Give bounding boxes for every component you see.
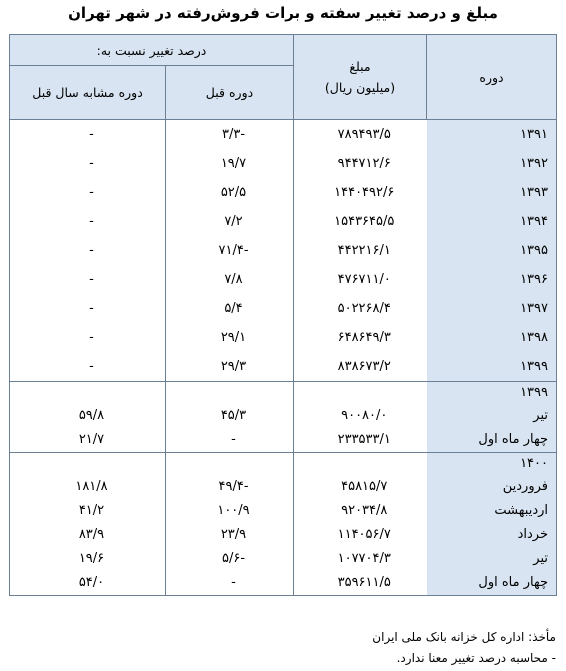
- header-same-period-last-year: دوره مشابه سال قبل: [10, 66, 166, 120]
- yoy-change-cell: -: [10, 323, 166, 352]
- amount-cell: ۷۸۹۴۹۳/۵: [294, 120, 427, 150]
- amount-cell: ۴۴۲۲۱۶/۱: [294, 236, 427, 265]
- yoy-change-cell: ۲۱/۷: [10, 428, 166, 453]
- yoy-change-cell: ۸۳/۹: [10, 523, 166, 547]
- period-cell: ۱۳۹۳: [427, 178, 557, 207]
- header-amount-unit: (میلیون ریال): [324, 80, 396, 95]
- table-row: [10, 265, 557, 294]
- prev-change-cell: ۵/۴: [166, 294, 294, 323]
- table-row: [10, 428, 557, 453]
- yoy-change-cell: ۴۱/۲: [10, 499, 166, 523]
- period-cell: ۱۳۹۸: [427, 323, 557, 352]
- prev-change-cell: -: [166, 571, 294, 596]
- amount-cell: ۶۴۸۶۴۹/۳: [294, 323, 427, 352]
- header-period: دوره: [427, 35, 557, 120]
- period-cell: فروردین: [427, 475, 557, 499]
- table-row: [10, 207, 557, 236]
- yoy-change-cell: -: [10, 120, 166, 150]
- period-cell: ۱۳۹۷: [427, 294, 557, 323]
- period-cell: تیر: [427, 404, 557, 428]
- period-cell: ۱۳۹۵: [427, 236, 557, 265]
- yoy-change-cell: -: [10, 178, 166, 207]
- year-1400-body: [10, 453, 557, 476]
- sales-table: [9, 34, 557, 596]
- period-cell: خرداد: [427, 523, 557, 547]
- table-row: [10, 294, 557, 323]
- period-cell: اردیبهشت: [427, 499, 557, 523]
- header-prev-period: دوره قبل: [166, 66, 294, 120]
- yoy-change-cell: ۱۸۱/۸: [10, 475, 166, 499]
- table-row: [10, 352, 557, 382]
- period-cell: ۱۳۹۲: [427, 149, 557, 178]
- yoy-change-cell: -: [10, 207, 166, 236]
- table-row: [10, 499, 557, 523]
- prev-change-cell: -: [166, 428, 294, 453]
- table-row: [10, 149, 557, 178]
- prev-change-cell: -۳/۳: [166, 120, 294, 150]
- table-row: [10, 404, 557, 428]
- amount-cell: ۲۳۳۵۳۳/۱: [294, 428, 427, 453]
- amount-cell: ۳۵۹۶۱۱/۵: [294, 571, 427, 596]
- prev-change-cell: ۲۹/۱: [166, 323, 294, 352]
- table-row: [10, 236, 557, 265]
- prev-change-cell: -۵/۶: [166, 547, 294, 571]
- amount-cell: ۴۵۸۱۵/۷: [294, 475, 427, 499]
- yoy-change-cell: ۵۴/۰: [10, 571, 166, 596]
- period-cell: چهار ماه اول: [427, 571, 557, 596]
- amount-cell: ۱۴۴۰۴۹۲/۶: [294, 178, 427, 207]
- period-cell: ۱۳۹۹: [427, 352, 557, 382]
- amount-cell: ۹۲۰۳۴/۸: [294, 499, 427, 523]
- yoy-change-cell: -: [10, 294, 166, 323]
- table-row: [10, 120, 557, 150]
- period-cell: ۱۳۹۶: [427, 265, 557, 294]
- period-cell: ۱۳۹۱: [427, 120, 557, 150]
- prev-change-cell: ۷/۸: [166, 265, 294, 294]
- prev-change-cell: -۷۱/۴: [166, 236, 294, 265]
- dash-note: - محاسبه درصد تغییر معنا ندارد.: [396, 651, 556, 665]
- prev-change-cell: ۴۵/۳: [166, 404, 294, 428]
- period-cell: چهار ماه اول: [427, 428, 557, 453]
- prev-change-cell: ۵۲/۵: [166, 178, 294, 207]
- table-row: [10, 547, 557, 571]
- table-row: [10, 523, 557, 547]
- period-cell: تیر: [427, 547, 557, 571]
- yoy-change-cell: -: [10, 149, 166, 178]
- source-note: مأخذ: اداره کل خزانه بانک ملی ایران: [372, 630, 556, 644]
- table-row: [10, 475, 557, 499]
- amount-cell: ۵۰۲۲۶۸/۴: [294, 294, 427, 323]
- table-title: مبلغ و درصد تغییر سفته و برات فروش‌رفته در شهر تهران: [68, 4, 498, 22]
- prev-change-cell: ۷/۲: [166, 207, 294, 236]
- prev-change-cell: ۱۹/۷: [166, 149, 294, 178]
- year-1400-label: ۱۴۰۰: [427, 453, 557, 476]
- amount-cell: ۱۱۴۰۵۶/۷: [294, 523, 427, 547]
- header-amount: [294, 35, 427, 120]
- table-row: [10, 323, 557, 352]
- amount-cell: ۸۳۸۶۷۳/۲: [294, 352, 427, 382]
- period-cell: ۱۳۹۴: [427, 207, 557, 236]
- prev-change-cell: -۴۹/۴: [166, 475, 294, 499]
- year-1399-label: ۱۳۹۹: [427, 382, 557, 405]
- header-change-group: درصد تغییر نسبت به:: [10, 35, 294, 66]
- amount-cell: ۴۷۶۷۱۱/۰: [294, 265, 427, 294]
- prev-change-cell: ۱۰۰/۹: [166, 499, 294, 523]
- annual-body: [10, 120, 557, 382]
- amount-cell: ۱۵۴۳۶۴۵/۵: [294, 207, 427, 236]
- amount-cell: ۱۰۷۷۰۴/۳: [294, 547, 427, 571]
- yoy-change-cell: -: [10, 265, 166, 294]
- amount-cell: ۹۴۴۷۱۲/۶: [294, 149, 427, 178]
- yoy-change-cell: -: [10, 236, 166, 265]
- table-row: [10, 178, 557, 207]
- header-amount-label: مبلغ: [349, 59, 371, 74]
- year-1399-body: [10, 382, 557, 405]
- yoy-change-cell: ۱۹/۶: [10, 547, 166, 571]
- amount-cell: ۹۰۰۸۰/۰: [294, 404, 427, 428]
- yoy-change-cell: -: [10, 352, 166, 382]
- prev-change-cell: ۲۹/۳: [166, 352, 294, 382]
- yoy-change-cell: ۵۹/۸: [10, 404, 166, 428]
- table-row: [10, 571, 557, 596]
- prev-change-cell: ۲۳/۹: [166, 523, 294, 547]
